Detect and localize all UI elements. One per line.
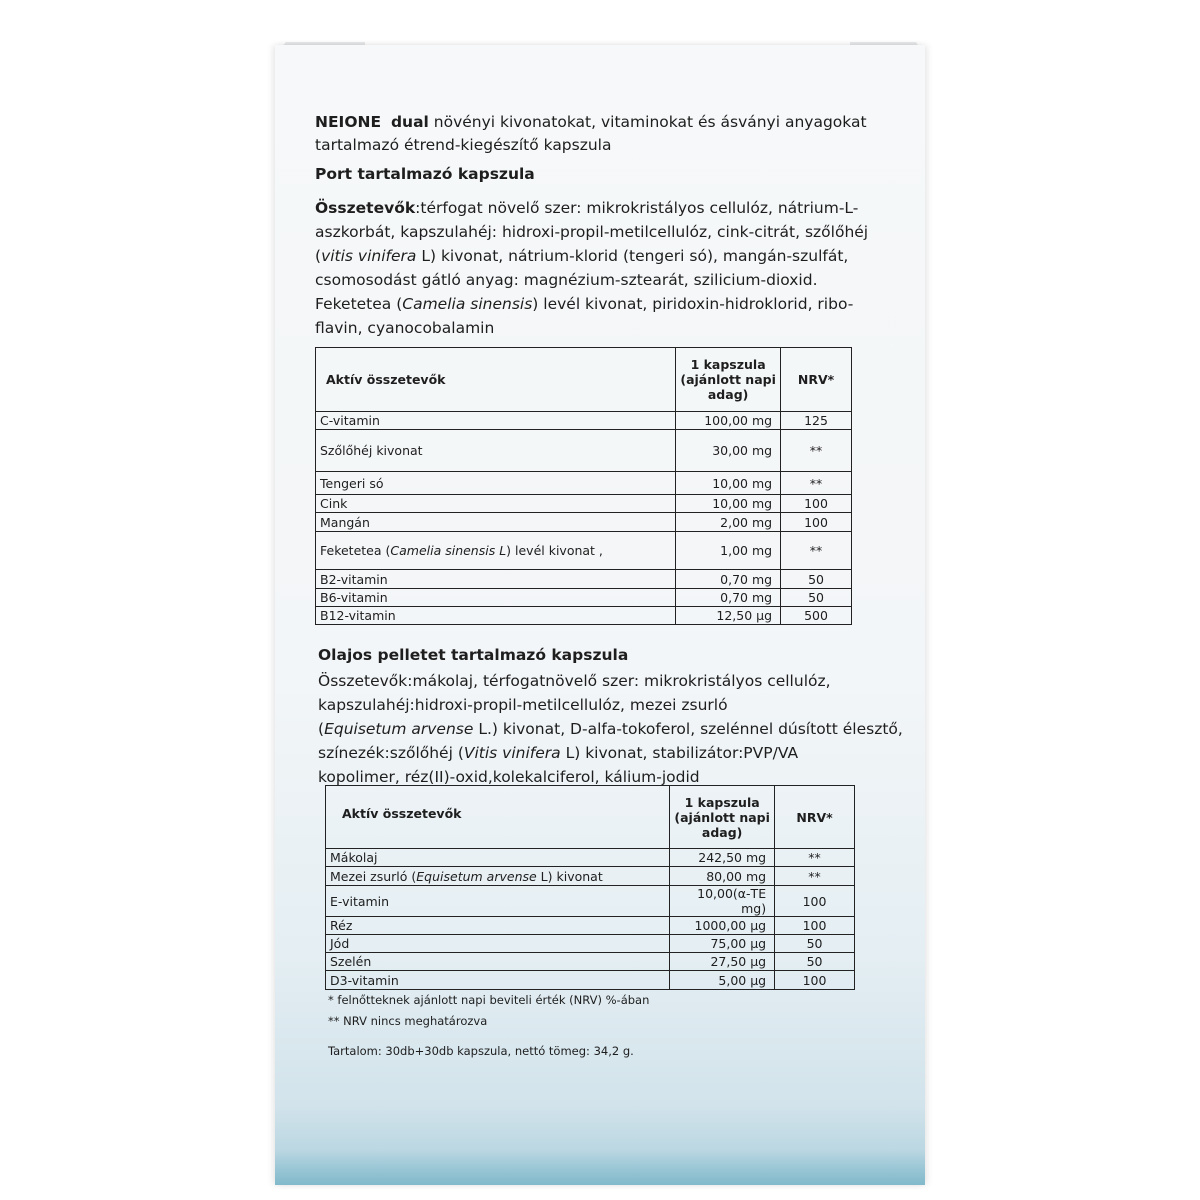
section1-heading: Port tartalmazó kapszula (315, 165, 535, 183)
ingredient-name: Mangán (316, 513, 676, 532)
amount: 100,00 mg (676, 412, 781, 430)
table-row (316, 412, 852, 430)
text: L.) kivonat, D-alfa-tokoferol, szelénnel dúsított élesztő, (473, 720, 903, 738)
nrv: 125 (781, 412, 852, 430)
table-row (316, 430, 852, 472)
text: színezék:szőlőhéj ( (318, 744, 464, 762)
ingredient-name: Cink (316, 495, 676, 513)
section2-ingredients (318, 669, 903, 789)
amount: 12,50 µg (676, 607, 781, 625)
nrv: ** (781, 430, 852, 472)
nrv: 50 (781, 570, 852, 589)
product-title-line2: tartalmazó étrend-kiegészítő kapszula (315, 136, 612, 154)
header-text: 1 kapszula (684, 794, 760, 810)
ingredient-name (316, 532, 676, 570)
header-text: (ajánlott napi (674, 809, 770, 825)
amount: 27,50 µg (670, 953, 775, 971)
latin-name: Camelia sinensis (402, 295, 533, 313)
nrv: 50 (781, 589, 852, 607)
amount: 0,70 mg (676, 589, 781, 607)
table-row (326, 935, 855, 953)
table-row (326, 953, 855, 971)
text: Mezei zsurló ( (330, 868, 417, 884)
nrv: 100 (775, 971, 855, 990)
table-header-row (326, 786, 855, 849)
ingredient-name: B12-vitamin (316, 607, 676, 625)
latin-name: Equisetum arvense (324, 720, 474, 738)
col-header-nrv: NRV* (775, 786, 855, 849)
nrv: 100 (775, 886, 855, 917)
ingredient-name (326, 867, 670, 886)
table-row (316, 607, 852, 625)
ingredient-name: Szelén (326, 953, 670, 971)
ingredients-line (315, 244, 875, 268)
brand-variant: dual (390, 113, 429, 131)
amount: 80,00 mg (670, 867, 775, 886)
ingredient-name: D3-vitamin (326, 971, 670, 990)
product-title-line1 (315, 111, 867, 133)
text: ( (315, 247, 322, 265)
table-row (326, 867, 855, 886)
amount: 242,50 mg (670, 849, 775, 867)
amount: 10,00 mg (676, 472, 781, 495)
ingredients-line: aszkorbát, kapszulahéj: hidroxi-propil-metilcellulóz, cink-citrát, szőlőhéj (315, 223, 869, 241)
ingredients-line: :térfogat növelő szer: mikrokristályos cellulóz, nátrium-L- (415, 199, 859, 217)
ingredient-name: Réz (326, 917, 670, 935)
amount: 30,00 mg (676, 430, 781, 472)
text: L) kivonat, stabilizátor:PVP/VA (560, 744, 799, 762)
table-row (316, 570, 852, 589)
section2-heading: Olajos pelletet tartalmazó kapszula (318, 646, 629, 664)
table-row (316, 532, 852, 570)
section1-ingredients (315, 196, 875, 340)
text: ( (318, 720, 325, 738)
table-row (326, 849, 855, 867)
col-header-nrv: NRV* (781, 348, 852, 412)
amount: 1,00 mg (676, 532, 781, 570)
nutrition-table-powder (315, 347, 852, 625)
amount: 10,00 mg (676, 495, 781, 513)
latin-name: vitis vinifera (321, 247, 417, 265)
col-header-ingredient: Aktív összetevők (316, 348, 676, 412)
nrv: ** (781, 472, 852, 495)
text: L) kivonat, nátrium-klorid (tengeri só), mangán-szulfát, (416, 247, 849, 265)
nrv: 500 (781, 607, 852, 625)
ingredient-name: Mákolaj (326, 849, 670, 867)
text: ) levél kivonat, piridoxin-hidroklorid, ribo- (532, 295, 854, 313)
ingredient-name: C-vitamin (316, 412, 676, 430)
nutrition-table-oil (325, 785, 855, 990)
latin-name: Camelia sinensis L (390, 543, 507, 558)
ingredient-name: B6-vitamin (316, 589, 676, 607)
ingredient-name: B2-vitamin (316, 570, 676, 589)
latin-name: Equisetum arvense (416, 868, 537, 884)
table-row (316, 472, 852, 495)
table-row (316, 589, 852, 607)
brand-name: NEIONE (315, 113, 382, 131)
nrv: 100 (775, 917, 855, 935)
table-header-row (316, 348, 852, 412)
header-text: adag) (701, 824, 743, 840)
table-row (316, 495, 852, 513)
ingredient-name: Jód (326, 935, 670, 953)
nrv: ** (775, 849, 855, 867)
ingredients-line: Összetevők:mákolaj, térfogatnövelő szer: mikrokristályos cellulóz, (318, 672, 831, 690)
amount: 10,00(α-TE mg) (670, 886, 775, 917)
amount: 2,00 mg (676, 513, 781, 532)
net-content: Tartalom: 30db+30db kapszula, nettó tömeg: 34,2 g. (328, 1044, 634, 1058)
ingredient-name: E-vitamin (326, 886, 670, 917)
nrv: 100 (781, 495, 852, 513)
ingredients-line (318, 717, 903, 741)
table-row (326, 886, 855, 917)
title-rest: növényi kivonatokat, vitaminokat és ásványi anyagokat (433, 113, 867, 131)
nrv: 100 (781, 513, 852, 532)
ingredients-line (315, 292, 875, 316)
header-text: adag) (707, 387, 749, 402)
ingredients-line: flavin, cyanocobalamin (315, 319, 495, 337)
header-text: (ajánlott napi (680, 372, 776, 387)
nrv: 50 (775, 953, 855, 971)
ingredients-label: Összetevők (315, 199, 416, 217)
col-header-amount (676, 348, 781, 412)
text: L) kivonat (536, 868, 603, 884)
amount: 5,00 µg (670, 971, 775, 990)
table-row (316, 513, 852, 532)
ingredients-line: kapszulahéj:hidroxi-propil-metilcellulóz, mezei zsurló (318, 696, 728, 714)
text: ) levél kivonat , (506, 543, 603, 558)
table-row (326, 971, 855, 990)
amount: 1000,00 µg (670, 917, 775, 935)
col-header-amount (670, 786, 775, 849)
text: Feketetea ( (315, 295, 403, 313)
ingredients-line (318, 741, 898, 765)
footnote-nrv: * felnőtteknek ajánlott napi beviteli érték (NRV) %-ában (328, 993, 650, 1007)
ingredient-name: Szőlőhéj kivonat (316, 430, 676, 472)
table-row (326, 917, 855, 935)
ingredients-line: kopolimer, réz(II)-oxid,kolekalciferol, kálium-jodid (318, 768, 700, 786)
latin-name: Vitis vinifera (463, 744, 561, 762)
header-text: 1 kapszula (690, 357, 766, 372)
amount: 0,70 mg (676, 570, 781, 589)
box-bottom-shade (275, 1150, 925, 1185)
nrv: ** (781, 532, 852, 570)
text: Feketetea ( (320, 543, 391, 558)
ingredient-name: Tengeri só (316, 472, 676, 495)
nrv: ** (775, 867, 855, 886)
ingredients-line: csomosodást gátló anyag: magnézium-sztearát, szilicium-dioxid. (315, 271, 818, 289)
footnote-nrv-undefined: ** NRV nincs meghatározva (328, 1014, 488, 1028)
nrv: 50 (775, 935, 855, 953)
col-header-ingredient: Aktív összetevők (326, 786, 670, 849)
amount: 75,00 µg (670, 935, 775, 953)
